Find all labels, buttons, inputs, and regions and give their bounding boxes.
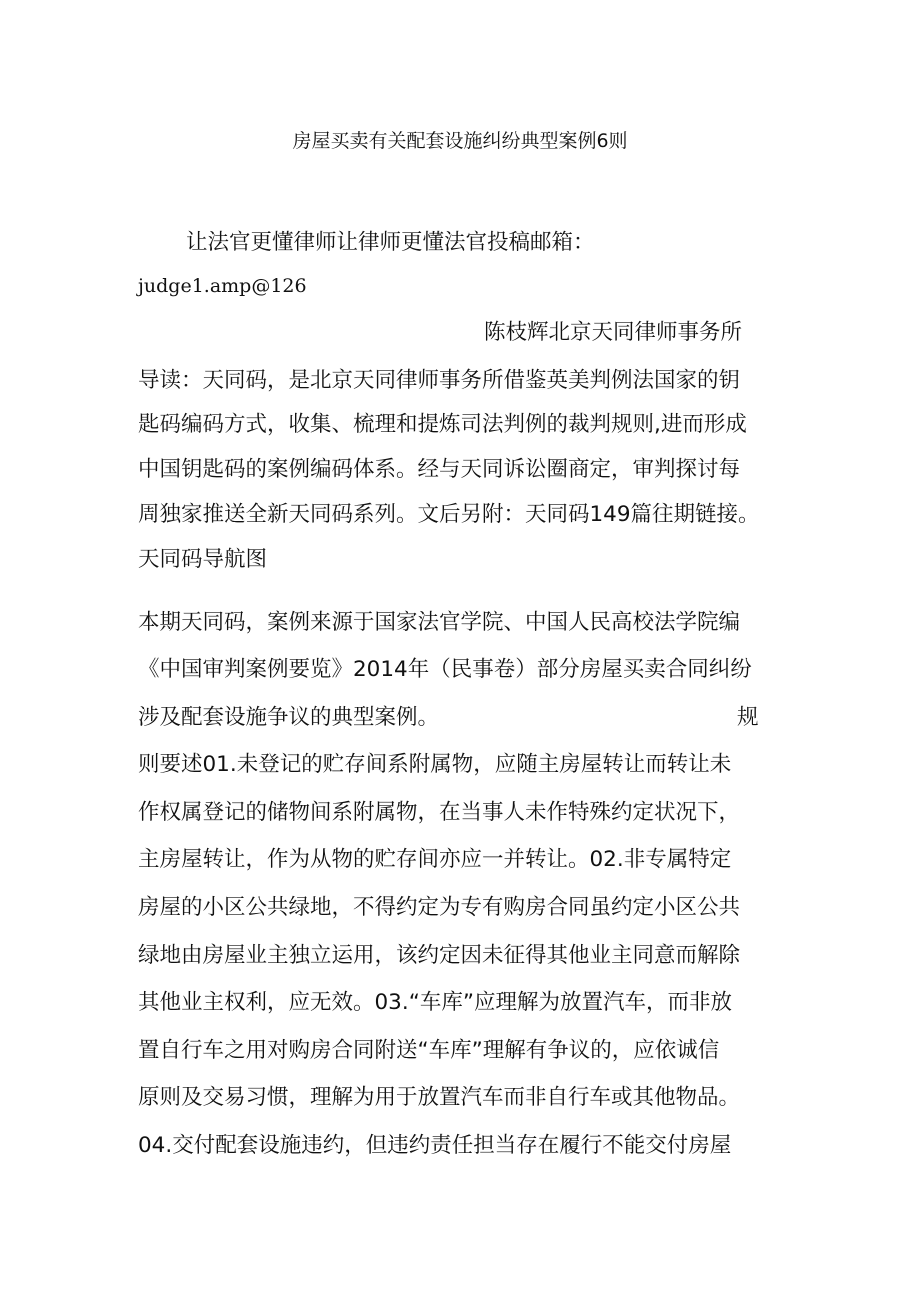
document-title: 房屋买卖有关配套设施纠纷典型案例6则	[292, 130, 628, 152]
body-line: 其他业主权利，应无效。03.“车库”应理解为放置汽车，而非放	[138, 990, 732, 1015]
body-line: 规	[737, 705, 759, 730]
body-line: 04.交付配套设施违约，但违约责任担当存在履行不能交付房屋	[138, 1133, 732, 1158]
body-line: 《中国审判案例要览》2014年（民事卷）部分房屋买卖合同纠纷	[138, 657, 752, 682]
body-line: 周独家推送全新天同码系列。文后另附：天同码149篇往期链接。	[138, 502, 760, 527]
body-line: 天同码导航图	[138, 547, 268, 572]
body-line: 中国钥匙码的案例编码体系。经与天同诉讼圈商定，审判探讨每	[138, 457, 741, 482]
body-line: 则要述01.未登记的贮存间系附属物，应随主房屋转让而转让未	[138, 752, 732, 777]
author-line: 陈枝辉北京天同律师事务所	[484, 320, 743, 345]
body-line: 房屋的小区公共绿地，不得约定为专有购房合同虽约定小区公共	[138, 895, 741, 920]
body-line: 原则及交易习惯，理解为用于放置汽车而非自行车或其他物品。	[138, 1085, 741, 1110]
body-line: 涉及配套设施争议的典型案例。	[138, 705, 440, 730]
body-line: 匙码编码方式，收集、梳理和提炼司法判例的裁判规则,进而形成	[138, 412, 747, 437]
email-line: judge1.amp@126	[138, 275, 307, 297]
body-line: 本期天同码，案例来源于国家法官学院、中国人民高校法学院编	[138, 610, 741, 635]
body-line: 作权属登记的储物间系附属物，在当事人未作特殊约定状况下，	[138, 800, 741, 825]
body-line: 主房屋转让，作为从物的贮存间亦应一并转让。02.非专属特定	[138, 847, 732, 872]
body-line: 绿地由房屋业主独立运用，该约定因未征得其他业主同意而解除	[138, 943, 741, 968]
intro-line: 让法官更懂律师让律师更懂法官投稿邮箱：	[186, 230, 595, 255]
body-line: 导读：天同码，是北京天同律师事务所借鉴英美判例法国家的钥	[138, 368, 741, 393]
body-line: 置自行车之用对购房合同附送“车库”理解有争议的，应依诚信	[138, 1038, 720, 1063]
